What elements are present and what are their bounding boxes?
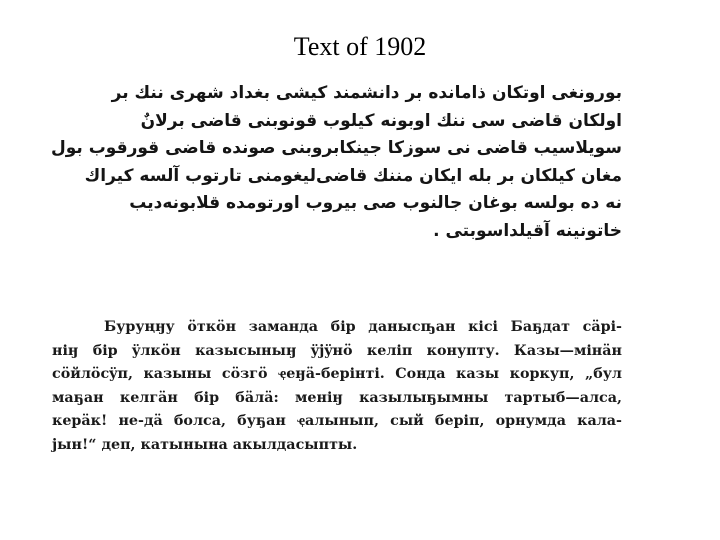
cyrillic-line: јын!“ деп, катынына акылдасыпты. (52, 436, 358, 453)
arabic-line: خاتونینه آقیلداسوبتی . (433, 220, 622, 241)
cyrillic-transcription-text (52, 316, 622, 457)
scanned-text-image (44, 72, 622, 492)
arabic-line: اولكان قاضی سی ننك اوبونه كيلوب قونوبنی قاضی برلانٌ (140, 110, 622, 131)
cyrillic-line: Буруңӈу öткöн заманда бір данысҧан кісі Баҕдат сäрі- (104, 319, 622, 335)
arabic-line: بورونغی اوتکان ذامانده بر دانشمند کیشی بغداد شهری ننك بر (111, 83, 622, 103)
arabic-line: نه ده بولسه بوغان جالنوب صی بيروب اورتومده قلابونه‌ديب (129, 193, 622, 213)
arabic-line: مغان كيلكان بر بله ايكان مننك قاضی‌ليغومنی تارتوب آلسه كيراك (84, 165, 622, 186)
cyrillic-line: ніӈ бір ÿлкöн казысыныӈ ÿјÿнö келіп конупту. Казы—мінäн (52, 342, 622, 359)
cyrillic-line: маҕан келгäн бір бäлä: меніӈ казылыҕымны тартыб—алса, (52, 389, 622, 406)
page-title: Text of 1902 (293, 32, 427, 61)
cyrillic-line: сöйлöсÿп, казыны сöзгö ҿеӈä-берінті. Сонда казы коркуп, „бул (52, 366, 622, 382)
cyrillic-line: керäк! не-дä болса, буҕан ҿалынып, сый беріп, орнумда кала- (52, 413, 622, 429)
arabic-script-text (44, 80, 622, 245)
arabic-line: سويلاسيب قاضی نی سوزكا جينكابروبنی صونده قاضی قورقوب بول (51, 138, 622, 158)
